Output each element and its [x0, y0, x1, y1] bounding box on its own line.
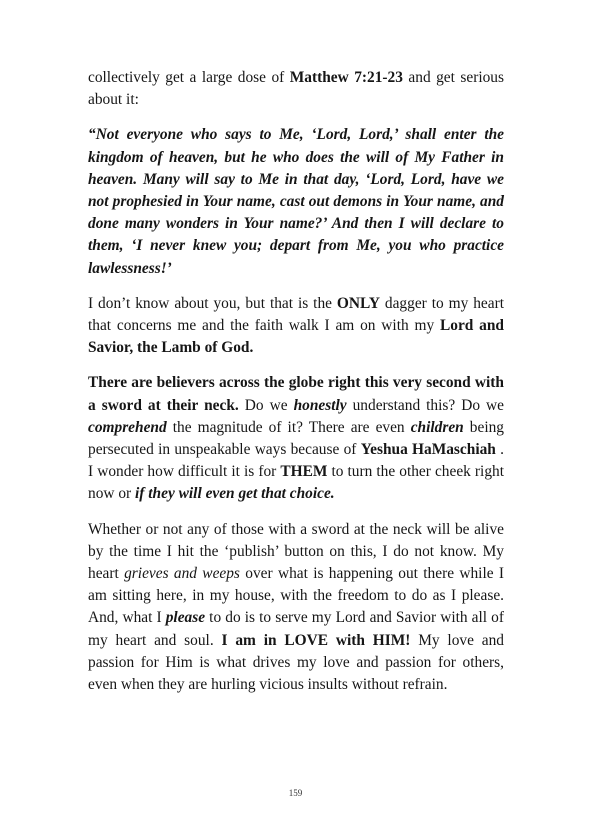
- emphasis-grieves: grieves and weeps: [124, 565, 240, 583]
- believers-text-6: to turn the other cheek right now or: [88, 463, 504, 503]
- intro-text: collectively get a large dose of: [88, 69, 290, 86]
- page-number: 159: [288, 788, 303, 798]
- paragraph-believers: [88, 372, 504, 505]
- believers-text-3: the magnitude of it? There are even: [166, 418, 411, 436]
- emphasis-honestly: honestly: [293, 396, 347, 414]
- emphasis-only: ONLY: [336, 294, 380, 312]
- paragraph-whether: [88, 519, 504, 697]
- emphasis-comprehend: comprehend: [88, 418, 167, 436]
- emphasis-yeshua: Yeshua HaMaschiah: [360, 441, 496, 459]
- emphasis-them: THEM: [280, 463, 328, 481]
- whether-text-3: to do is to serve my Lord and Savior with all of my heart and soul.: [88, 609, 504, 649]
- scripture-reference: Matthew 7:21-23: [289, 69, 403, 86]
- emphasis-please: please: [165, 609, 206, 627]
- believers-text-4: being persecuted in unspeakable ways because of: [88, 418, 505, 459]
- dagger-text-mid: dagger to my heart that concerns me and the faith walk I am on with my: [88, 294, 504, 335]
- emphasis-love: I am in LOVE with HIM!: [221, 631, 411, 649]
- emphasis-lord: Lord and Savior, the Lamb of God.: [88, 317, 504, 357]
- paragraph-dagger: [88, 293, 504, 360]
- whether-text-2: over what is happening out there while I am sitting here, in my house, with the freedom to do as I please. And, what I: [88, 565, 505, 627]
- emphasis-choice: if they will even get that choice.: [135, 485, 335, 503]
- believers-text-2: understand this? Do we: [346, 396, 505, 414]
- paragraph-intro: [88, 67, 504, 111]
- intro-text-end: and get serious about it:: [88, 69, 504, 109]
- believers-text-1: Do we: [238, 396, 294, 414]
- scripture-quote: “Not everyone who says to Me, ‘Lord, Lord,’ shall enter the kingdom of heaven, but he who does the will of My Father in heaven. Many will say to Me in that day, ‘Lord, Lord, have we not prophesied in Your name, cast out demons in Your name, and done many wonders in Your name?’ And then I will declare to them, ‘I never knew you; depart from Me, you who practice lawlessness!’: [88, 126, 504, 277]
- believers-text-5: . I wonder how difficult it is for: [88, 441, 504, 481]
- body-text: [88, 67, 504, 709]
- whether-text-1: Whether or not any of those with a sword at the neck will be alive by the time I hit the ‘publish’ button on this, I do not know. My heart: [88, 520, 504, 583]
- whether-text-4: My love and passion for Him is what drives my love and passion for others, even when they are hurling vicious insults without refrain.: [88, 631, 504, 694]
- dagger-text: I don’t know about you, but that is the: [88, 294, 337, 312]
- emphasis-believers: There are believers across the globe right this very second with a sword at their neck.: [88, 374, 504, 414]
- emphasis-children: children: [410, 418, 464, 436]
